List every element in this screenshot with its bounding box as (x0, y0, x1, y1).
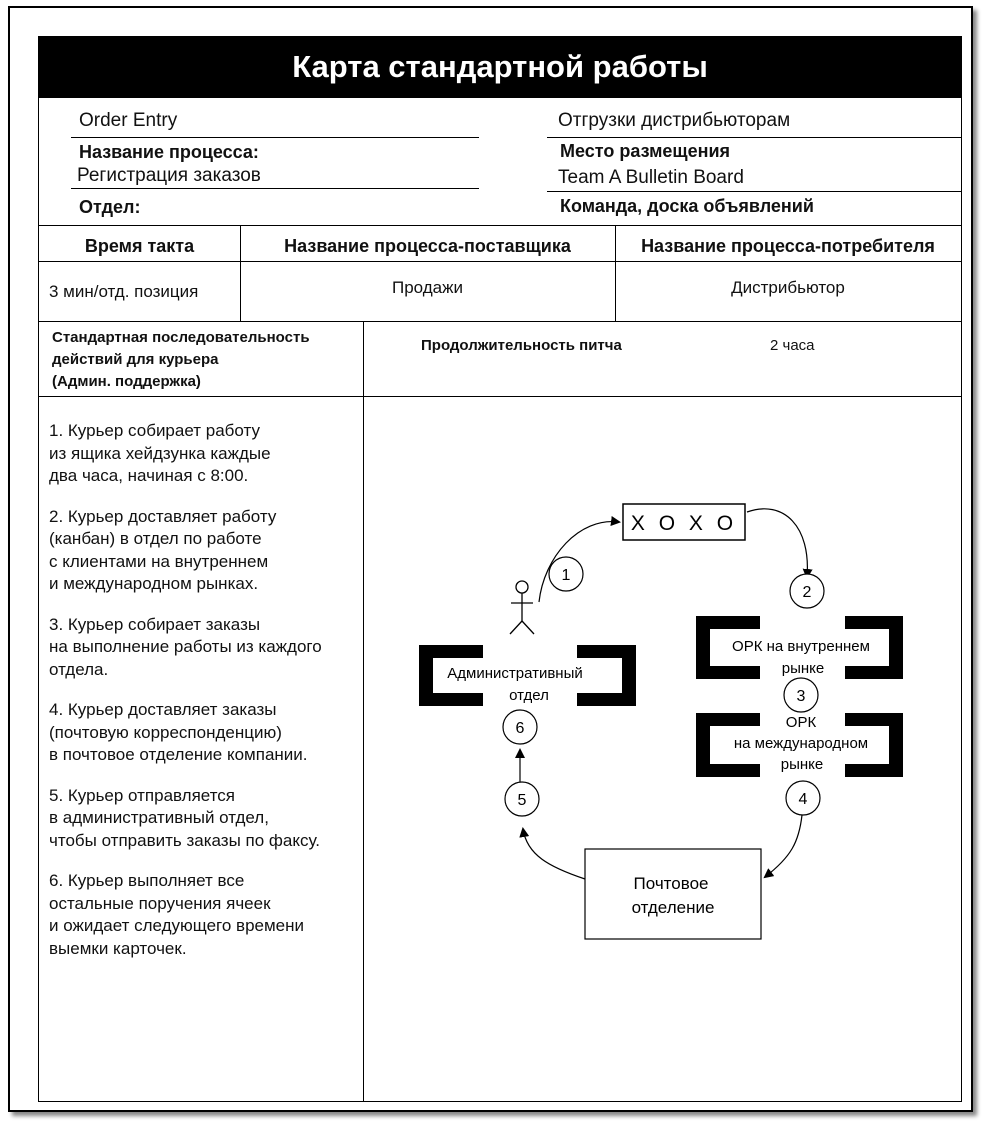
step-marker-6 (503, 710, 537, 744)
team-value: Team A Bulletin Board (558, 167, 744, 188)
process-name-label: Название процесса: (79, 142, 259, 162)
location-value: Отгрузки дистрибьюторам (558, 110, 791, 131)
svg-text:1: 1 (561, 567, 571, 584)
sequence-heading-line2: действий для курьера (52, 351, 219, 368)
sequence-heading-line1: Стандартная последовательность (52, 329, 310, 346)
column-header-supplier: Название процесса-поставщика (284, 236, 571, 256)
svg-text:6: 6 (515, 720, 525, 737)
svg-text:5: 5 (517, 792, 527, 809)
department-value: Регистрация заказов (77, 165, 261, 186)
svg-text:4: 4 (798, 791, 808, 808)
step-marker-5 (505, 782, 539, 816)
step-item: 1. Курьер собирает работу из ящика хейдзунка каждые два часа, начиная с 8:00. (49, 421, 271, 485)
international-cell-label-line1: ОРК (785, 714, 817, 731)
admin-department-label-line1: Административный (447, 665, 583, 682)
post-office-label-line2: отделение (631, 898, 715, 917)
heijunka-box-label: X O X O (630, 512, 738, 535)
column-header-customer: Название процесса-потребителя (641, 236, 935, 256)
step-item: 6. Курьер выполняет все остальные поручения ячеек и ожидает следующего времени выемки карточек. (49, 871, 305, 958)
courier-person-icon (510, 581, 534, 634)
post-office-box (585, 849, 761, 939)
admin-department-label-line2: отдел (509, 687, 549, 704)
team-label: Команда, доска объявлений (560, 196, 814, 216)
svg-text:3: 3 (796, 688, 806, 705)
step-marker-2 (790, 574, 824, 608)
location-label: Место размещения (560, 141, 731, 161)
arrow-to-domestic (747, 509, 807, 577)
international-cell-label-line2: на международном (733, 735, 869, 752)
step-marker-3 (784, 678, 818, 712)
takt-value: 3 мин/отд. позиция (49, 282, 199, 301)
domestic-cell-label-line1: ОРК на внутреннем (732, 638, 870, 655)
arrow-to-marker-5 (523, 829, 585, 879)
pitch-value: 2 часа (770, 337, 815, 354)
page-frame (8, 6, 973, 1112)
page-title: Карта стандартной работы (39, 37, 961, 98)
pitch-label: Продолжительность питча (421, 337, 622, 354)
step-item: 2. Курьер доставляет работу (канбан) в отдел по работе с клиентами на внутреннем и международном рынках. (49, 506, 277, 593)
supplier-value: Продажи (392, 278, 463, 297)
step-marker-4 (786, 781, 820, 815)
sequence-heading-line3: (Админ. поддержка) (52, 373, 201, 390)
step-item: 4. Курьер доставляет заказы (почтовую корреспонденцию) в почтовое отделение компании. (49, 700, 308, 764)
department-label: Отдел: (79, 197, 141, 217)
post-office-label-line1: Почтовое (633, 874, 709, 893)
column-header-takt: Время такта (84, 236, 195, 256)
arrow-to-post (765, 815, 802, 877)
step-item: 3. Курьер собирает заказы на выполнение работы из каждого отдела. (49, 614, 322, 679)
customer-value: Дистрибьютор (731, 278, 845, 297)
svg-text:2: 2 (802, 584, 812, 601)
domestic-cell-label-line2: рынке (781, 660, 825, 677)
step-item: 5. Курьер отправляется в административный отдел, чтобы отправить заказы по факсу. (49, 785, 320, 850)
standard-work-sheet (38, 36, 962, 1102)
international-cell-label-line3: рынке (780, 756, 824, 773)
step-marker-1 (549, 557, 583, 591)
arrow-to-heijunka (539, 522, 619, 602)
process-name-value: Order Entry (79, 110, 178, 131)
courier-route-diagram (39, 37, 961, 1101)
